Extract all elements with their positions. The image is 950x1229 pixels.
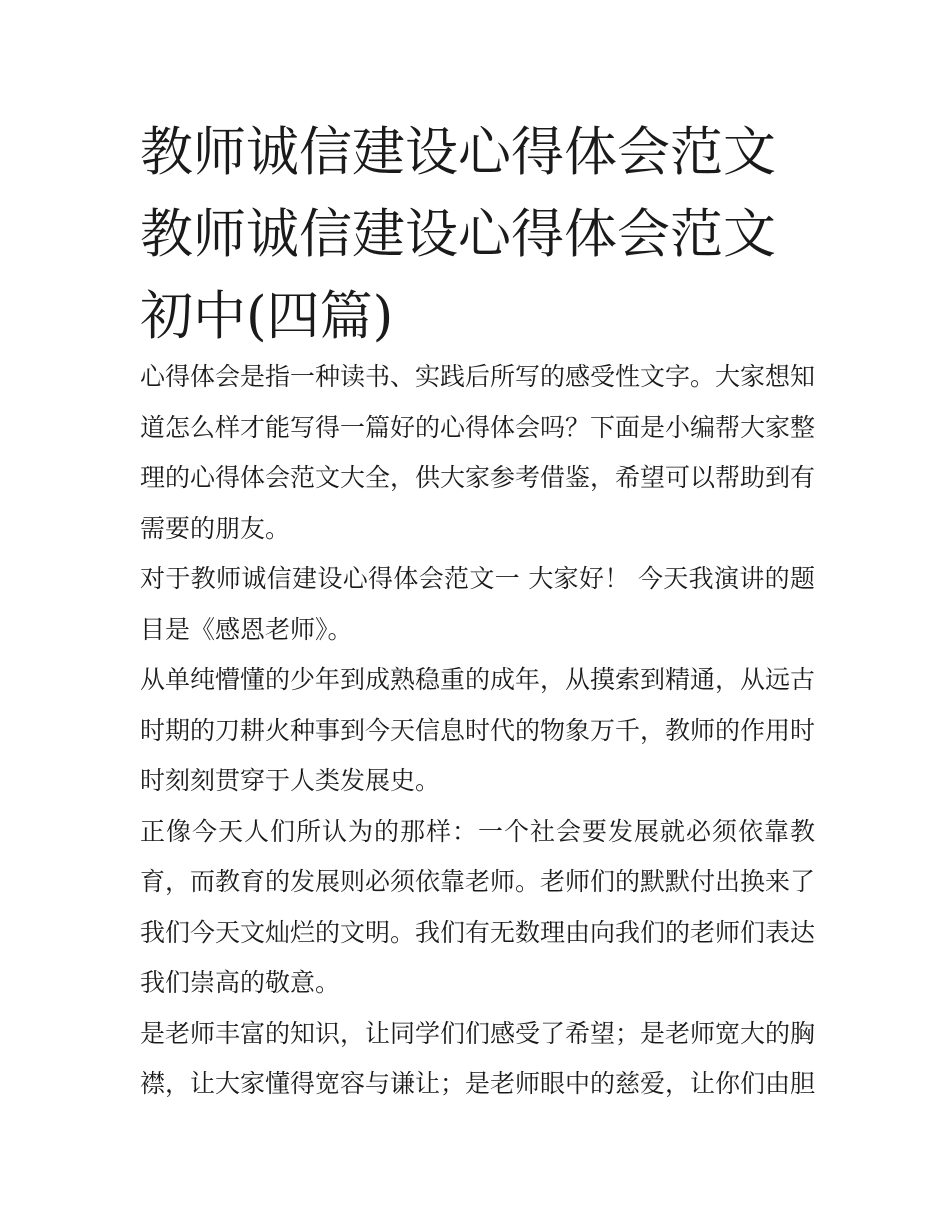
- paragraph-intro: 心得体会是指一种读书、实践后所写的感受性文字。大家想知道怎么样才能写得一篇好的心得体会吗？下面是小编帮大家整理的心得体会范文大全，供大家参考借鉴，希望可以帮助到有需要的朋友。: [140, 362, 816, 543]
- paragraph-history: 从单纯懵懂的少年到成熟稳重的成年，从摸索到精通，从远古时期的刀耕火种事到今天信息时代的物象万千，教师的作用时时刻刻贯穿于人类发展史。: [140, 665, 816, 795]
- paragraph-education: 正像今天人们所认为的那样：一个社会要发展就必须依靠教育，而教育的发展则必须依靠老师。老师们的默默付出换来了我们今天文灿烂的文明。我们有无数理由向我们的老师们表达我们崇高的敬意。: [140, 816, 816, 997]
- document-body: [140, 352, 815, 1110]
- paragraph-speech-opening: 对于教师诚信建设心得体会范文一 大家好！ 今天我演讲的题目是《感恩老师》。: [140, 564, 815, 644]
- paragraph-gratitude: 是老师丰富的知识，让同学们们感受了希望；是老师宽大的胸襟，让大家懂得宽容与谦让；是老师眼中的慈爱，让你们由胆: [140, 1018, 816, 1098]
- document-title: 教师诚信建设心得体会范文 教师诚信建设心得体会范文初中(四篇): [140, 122, 776, 347]
